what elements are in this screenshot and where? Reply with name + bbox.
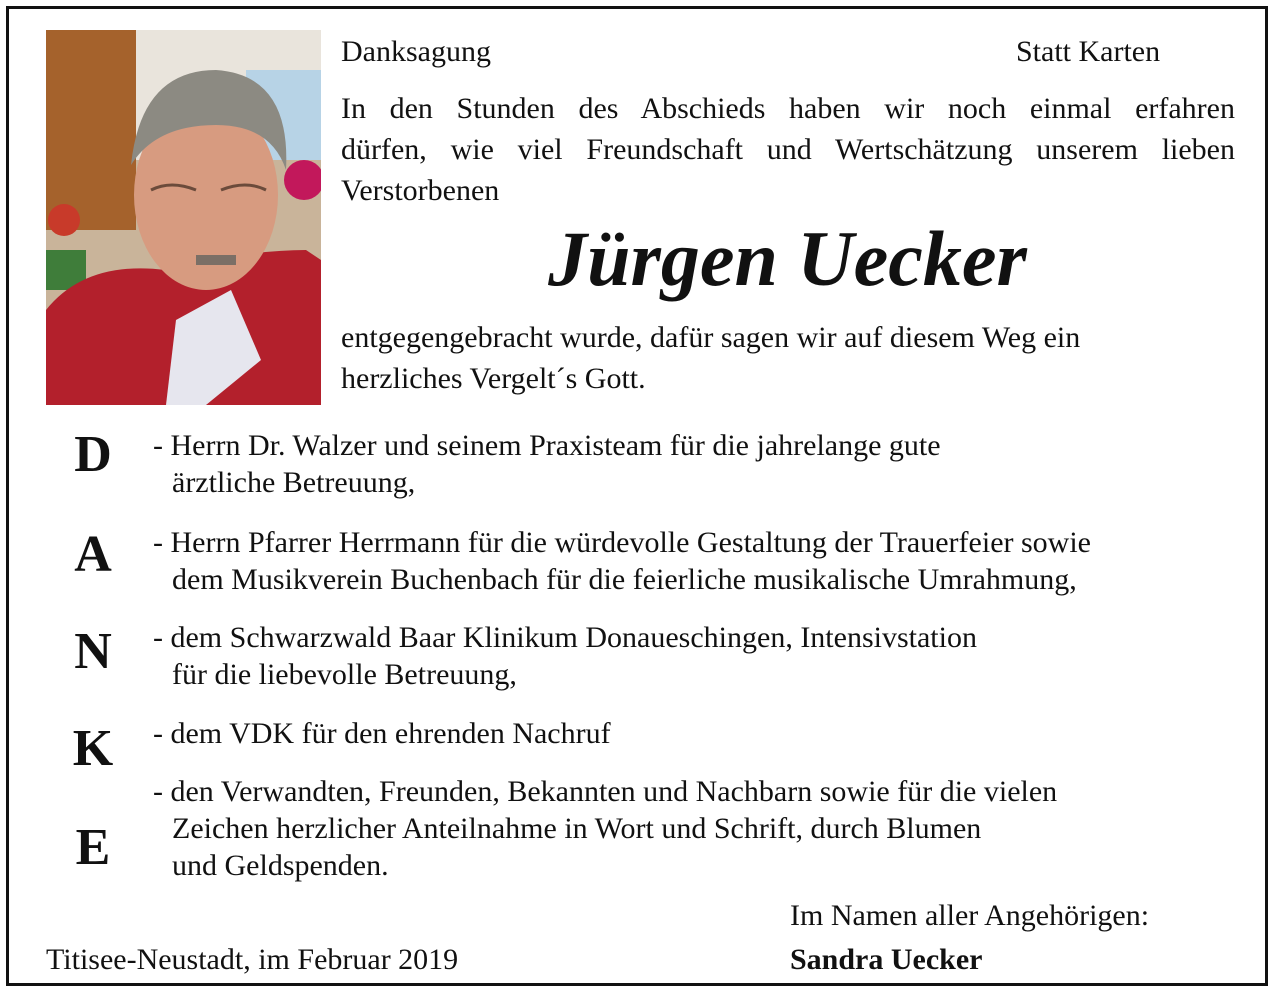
portrait-photo	[46, 30, 321, 405]
thanks-item	[153, 524, 1091, 598]
thanks-item	[153, 773, 1057, 884]
intro-line-2: dürfen, wie viel Freundschaft und Wertschätzung unserem lieben	[341, 133, 1235, 166]
on-behalf-text: Im Namen aller Angehörigen:	[790, 899, 1150, 932]
thanks-item	[153, 715, 611, 752]
thanks-line: ärztliche Betreuung,	[172, 466, 416, 499]
danke-letter-e: E	[75, 819, 111, 876]
thanks-item	[153, 427, 941, 501]
thanks-line: und Geldspenden.	[172, 849, 389, 882]
outro-line-1: entgegengebracht wurde, dafür sagen wir auf diesem Weg ein	[341, 321, 1081, 354]
thanks-line: dem Musikverein Buchenbach für die feierliche musikalische Umrahmung,	[172, 563, 1077, 596]
outro-line-2: herzliches Vergelt´s Gott.	[341, 362, 646, 395]
thanks-line: - Herrn Dr. Walzer und seinem Praxisteam für die jahrelange gute	[153, 429, 941, 462]
danke-letter-a: A	[74, 526, 112, 583]
deceased-name: Jürgen Uecker	[548, 215, 1027, 302]
danke-letter-d: D	[74, 426, 112, 483]
thanks-item	[153, 619, 977, 693]
header-right: Statt Karten	[1016, 35, 1161, 68]
intro-line-3: Verstorbenen	[341, 174, 500, 207]
thanks-line: - dem VDK für den ehrenden Nachruf	[153, 717, 611, 750]
thanks-line: für die liebevolle Betreuung,	[172, 658, 517, 691]
thanks-line: - Herrn Pfarrer Herrmann für die würdevolle Gestaltung der Trauerfeier sowie	[153, 526, 1091, 559]
intro-line-1: In den Stunden des Abschieds haben wir noch einmal erfahren	[341, 92, 1235, 125]
thanks-line: - den Verwandten, Freunden, Bekannten und Nachbarn sowie für die vielen	[153, 775, 1058, 808]
place-date: Titisee-Neustadt, im Februar 2019	[46, 943, 459, 976]
danke-letter-n: N	[74, 623, 112, 680]
header-left: Danksagung	[341, 35, 491, 68]
danke-letter-k: K	[72, 720, 114, 777]
thanks-line: - dem Schwarzwald Baar Klinikum Donaueschingen, Intensivstation	[153, 621, 977, 654]
thanks-line: Zeichen herzlicher Anteilnahme in Wort und Schrift, durch Blumen	[172, 812, 982, 845]
signatory-name: Sandra Uecker	[790, 943, 983, 976]
